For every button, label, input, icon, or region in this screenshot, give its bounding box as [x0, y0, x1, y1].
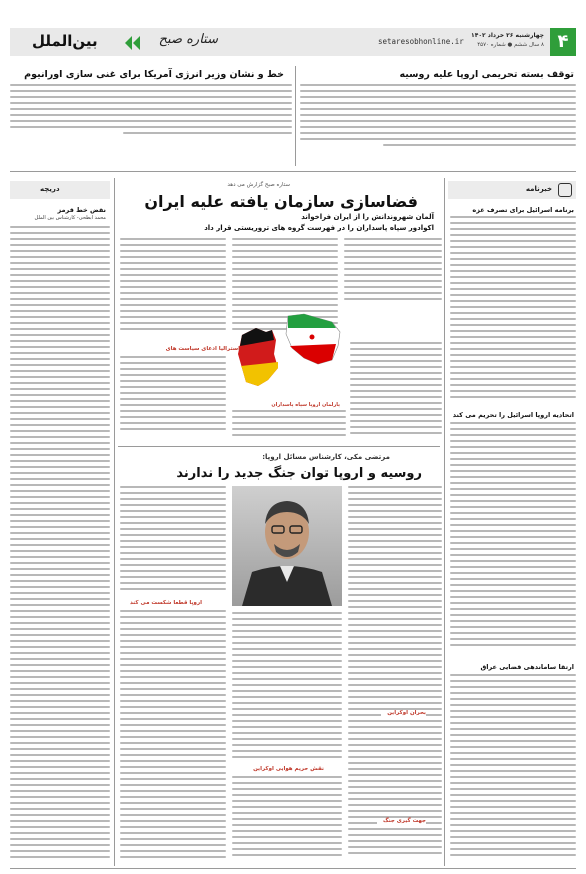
lead-headline: فضاسازی سازمان یافته علیه ایران: [144, 192, 418, 211]
double-chevron-icon: [123, 35, 141, 49]
left-subheading: نقض خط قرمز: [57, 206, 106, 214]
lead-text-col-c: [120, 238, 226, 338]
iran-germany-maps-image: [232, 310, 346, 398]
right-item1-text: [450, 216, 576, 402]
left-column-divider: [114, 178, 115, 866]
interview-subhead-4: جهت گیری جنگ: [377, 818, 426, 824]
left-byline: محمد ابطحی- کارشناس بین الملل: [34, 215, 106, 221]
bookmark-icon: [558, 183, 572, 197]
lead-text-col-e: [120, 356, 226, 438]
lead-subhead-1: استرالیا ادعای سیاست های: [165, 346, 240, 352]
interview-text-col-a: [348, 486, 442, 862]
right-item2-text: [450, 422, 576, 652]
interview-subhead-1: اروپا قطعا شکست می کند: [129, 600, 202, 606]
top-story-left-text: [10, 84, 292, 148]
interview-text-col-c: [120, 610, 226, 864]
top-divider: [10, 171, 576, 172]
interview-text-col-b: [120, 486, 226, 596]
lead-text-col-d: [350, 342, 442, 438]
left-column-label: دریچه: [40, 185, 60, 193]
left-column-text: [10, 226, 110, 866]
lead-bullet-1: آلمان شهروندانش را از ایران فراخواند: [301, 213, 434, 221]
top-vertical-divider: [295, 66, 296, 166]
top-story-right-headline: توقف بسته تحریمی اروپا علیه روسیه: [399, 69, 574, 80]
right-item3-title: ارتقا ساماندهی قضایی عراق: [480, 663, 574, 671]
date-line: چهارشنبه ۲۶ خرداد ۱۴۰۲: [471, 32, 544, 39]
left-column-header: [10, 181, 110, 199]
interview-subhead-3: نقش حریم هوایی اوکراین: [253, 766, 324, 772]
interview-headline: روسیه و اروپا توان جنگ جدید را ندارند: [176, 466, 422, 481]
right-item1-title: برنامه اسرائیل برای تصرف غزه: [472, 206, 574, 214]
lead-kicker: ستاره صبح گزارش می دهد: [227, 182, 290, 188]
issue-line: ۸ سال ششم ● شماره ۴۵۷۰: [477, 42, 544, 48]
interview-text-col-e: [232, 776, 342, 864]
interview-kicker: مرتضی مکی، کارشناس مسائل اروپا:: [262, 453, 390, 461]
top-story-left-headline: خط و نشان وزیر انرژی آمریکا برای غنی سازی اورانیوم: [24, 69, 284, 80]
lead-text-col-a: [344, 238, 442, 308]
interview-text-col-d: [232, 612, 342, 762]
interview-subhead-2: بحران اوکراین: [381, 710, 426, 716]
interview-portrait: [232, 486, 342, 606]
lead-bullet-2: اکوادور سپاه پاسداران را در فهرست گروه های تروریستی قرار داد: [204, 224, 434, 232]
right-column-divider: [444, 178, 445, 866]
logo: ستاره صبح: [158, 32, 218, 47]
bottom-rule: [10, 868, 576, 869]
iran-map: [286, 314, 340, 364]
top-story-right-text: [300, 84, 576, 164]
lead-text-col-f: [232, 410, 346, 440]
masthead: [10, 28, 576, 56]
section-title: بین‌الملل: [32, 32, 98, 50]
lead-divider: [118, 446, 440, 447]
maps-caption: پارلمان اروپا سپاه پاسداران: [271, 402, 340, 408]
right-column-label: خبرنامه: [525, 185, 552, 193]
right-column-header: [448, 181, 576, 199]
website-url[interactable]: setaresobhonline.ir: [378, 37, 464, 46]
germany-map: [238, 328, 278, 386]
right-item3-text: [450, 674, 576, 864]
page-number: ۴: [550, 28, 576, 56]
right-item2-title: اتحادیه اروپا اسرائیل را تحریم می کند: [452, 411, 574, 419]
